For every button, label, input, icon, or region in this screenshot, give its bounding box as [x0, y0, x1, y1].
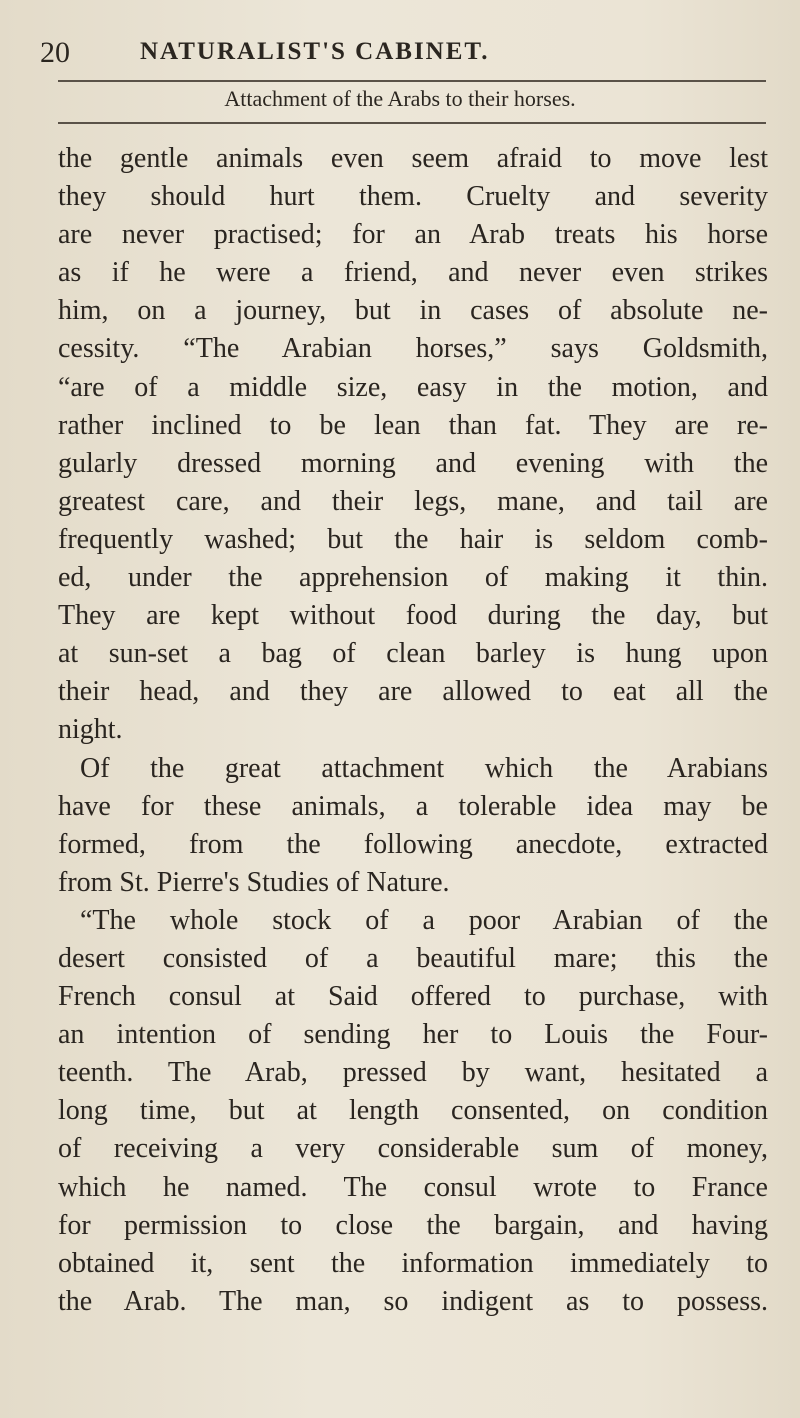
text-line: an intention of sending her to Louis the Four-: [58, 1019, 768, 1051]
text-line: the gentle animals even seem afraid to move lest: [58, 143, 768, 174]
text-line: as if he were a friend, and never even strikes: [58, 257, 768, 289]
text-line: from St. Pierre's Studies of Nature.: [58, 866, 450, 898]
text-line: desert consisted of a beautiful mare; this the: [58, 942, 768, 974]
text-line: their head, and they are allowed to eat all the: [58, 676, 768, 708]
text-line: They are kept without food during the day, but: [58, 600, 768, 632]
text-line: French consul at Said offered to purchase, with: [58, 981, 768, 1013]
text-line: they should hurt them. Cruelty and severity: [58, 181, 768, 213]
text-line: “The whole stock of a poor Arabian of the: [80, 904, 768, 936]
text-line: at sun-set a bag of clean barley is hung upon: [58, 638, 768, 670]
text-line: obtained it, sent the information immediately to: [58, 1247, 768, 1279]
text-line: long time, but at length consented, on condition: [58, 1095, 768, 1127]
text-line: ed, under the apprehension of making it thin.: [58, 562, 768, 594]
text-line: for permission to close the bargain, and having: [58, 1209, 768, 1241]
text-line: greatest care, and their legs, mane, and tail are: [58, 485, 768, 517]
text-line: the Arab. The man, so indigent as to possess.: [58, 1285, 768, 1317]
text-line: rather inclined to be lean than fat. They are re-: [58, 409, 768, 441]
text-line: teenth. The Arab, pressed by want, hesitated a: [58, 1057, 768, 1089]
text-line: “are of a middle size, easy in the motion, and: [58, 371, 768, 403]
body-text: [58, 140, 768, 1321]
text-line: Of the great attachment which the Arabians: [80, 752, 768, 784]
running-head: NATURALIST'S CABINET.: [140, 38, 490, 65]
text-line: formed, from the following anecdote, extracted: [58, 828, 768, 860]
page-header: [40, 36, 780, 76]
text-line: which he named. The consul wrote to France: [58, 1171, 768, 1203]
page-number: 20: [40, 36, 70, 69]
text-line: gularly dressed morning and evening with the: [58, 447, 768, 479]
text-line: of receiving a very considerable sum of money,: [58, 1133, 768, 1165]
text-line: are never practised; for an Arab treats his horse: [58, 219, 768, 251]
text-line: frequently washed; but the hair is seldom comb-: [58, 523, 768, 555]
header-rule-top: [58, 80, 766, 82]
text-line: cessity. “The Arabian horses,” says Goldsmith,: [58, 333, 768, 365]
text-line: night.: [58, 714, 123, 746]
section-subtitle: Attachment of the Arabs to their horses.: [224, 86, 576, 111]
text-line: have for these animals, a tolerable idea may be: [58, 790, 768, 822]
text-line: him, on a journey, but in cases of absolute ne-: [58, 295, 768, 327]
header-rule-bottom: [58, 122, 766, 124]
